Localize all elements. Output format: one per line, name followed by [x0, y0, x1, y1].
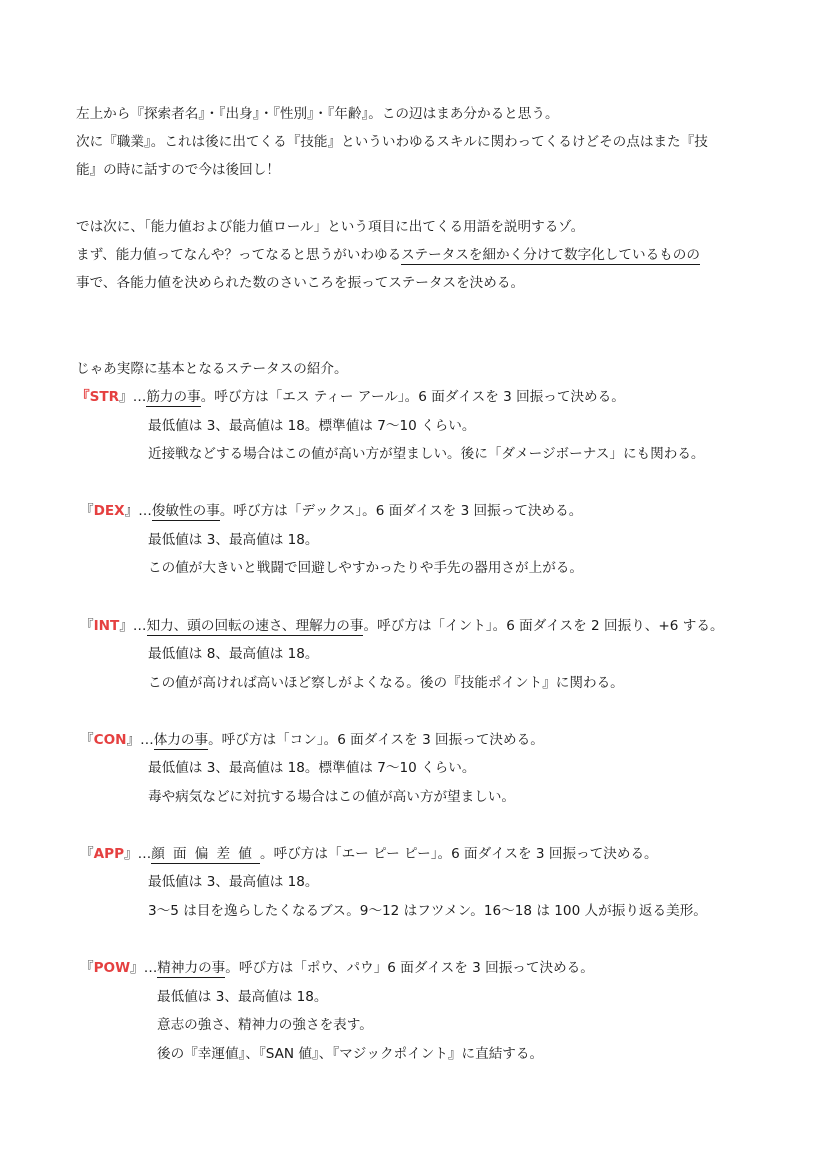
stat-bracket-open: 『 — [80, 846, 94, 862]
stat-app-meaning: 顔面偏差値 — [151, 846, 261, 862]
stat-dex-meaning: 俊敏性の事 — [151, 503, 220, 519]
explain-text: まず、能力値ってなんや？ってなると思うがいわゆる — [76, 247, 402, 263]
stat-tag-pow: POW — [93, 960, 131, 976]
stat-bracket-open: 『 — [80, 960, 94, 976]
stat-tag-dex: DEX — [93, 503, 125, 519]
stat-app-detail-1: 最低値は 3、最高値は 18。 — [148, 874, 319, 890]
stat-tag-int: INT — [93, 618, 120, 634]
explain-line-1: では次に、「能力値および能力値ロール」という項目に出てくる用語を説明するゾ。 — [76, 219, 585, 235]
stat-pow-detail-3: 後の『幸運値』、『SAN 値』、『マジックポイント』に直結する。 — [157, 1046, 544, 1062]
stat-bracket-open: 『 — [80, 503, 94, 519]
stat-app-description: 。呼び方は「エー ピー ピー」。6 面ダイスを 3 回振って決める。 — [260, 846, 658, 862]
stat-bracket-close: 』… — [130, 960, 158, 976]
stat-bracket-open: 『 — [80, 618, 94, 634]
underlined-phrase: ステータスを細かく分けて数字化しているものの — [401, 247, 700, 263]
intro-line-1: 左上から『探索者名』・『出身』・『性別』・『年齢』。この辺はまあ分かると思う。 — [76, 106, 559, 122]
explain-line-3: 事で、各能力値を決められた数のさいころを振ってステータスを決める。 — [76, 275, 525, 291]
stat-app-heading — [80, 844, 658, 864]
stat-con-meaning: 体力の事 — [153, 732, 209, 748]
stat-con-detail-2: 毒や病気などに対抗する場合はこの値が高い方が望ましい。 — [148, 789, 516, 805]
stat-int-detail-1: 最低値は 8、最高値は 18。 — [148, 646, 319, 662]
stat-int-detail-2: この値が高ければ高いほど察しがよくなる。後の『技能ポイント』に関わる。 — [148, 675, 624, 691]
stat-con-heading — [80, 730, 544, 750]
stat-dex-detail-1: 最低値は 3、最高値は 18。 — [148, 532, 319, 548]
stat-str-description: 。呼び方は「エス ティー アール」。6 面ダイスを 3 回振って決める。 — [200, 389, 625, 405]
stat-tag-str: STR — [89, 389, 120, 405]
stat-app-detail-2: 3〜5 は目を逸らしたくなるブス。9〜12 はフツメン。16〜18 は 100 人が振り返る美形。 — [148, 903, 707, 919]
stat-pow-detail-1: 最低値は 3、最高値は 18。 — [157, 989, 328, 1005]
stat-str-detail-1: 最低値は 3、最高値は 18。標準値は 7〜10 くらい。 — [148, 418, 476, 434]
intro-line-2: 次に『職業』。これは後に出てくる『技能』といういわゆるスキルに関わってくるけどその点はまた『技 — [76, 134, 708, 150]
intro-line-3: 能』の時に話すので今は後回し！ — [76, 162, 280, 178]
stat-int-meaning: 知力、頭の回転の速さ、理解力の事 — [146, 618, 364, 634]
stat-con-description: 。呼び方は「コン」。6 面ダイスを 3 回振って決める。 — [208, 732, 544, 748]
stat-dex-detail-2: この値が大きいと戦闘で回避しやすかったりや手先の器用さが上がる。 — [148, 560, 583, 576]
stat-str-heading — [76, 387, 625, 407]
stat-bracket-close: 』… — [119, 618, 147, 634]
stat-tag-con: CON — [93, 732, 127, 748]
stat-str-detail-2: 近接戦などする場合はこの値が高い方が望ましい。後に「ダメージボーナス」にも関わる。 — [148, 446, 705, 462]
stat-bracket-close: 』… — [124, 846, 152, 862]
stat-dex-heading — [80, 501, 582, 521]
explain-line-2 — [76, 245, 700, 265]
stat-pow-detail-2: 意志の強さ、精神力の強さを表す。 — [157, 1017, 373, 1033]
stat-str-meaning: 筋力の事 — [146, 389, 201, 405]
stat-dex-description: 。呼び方は「デックス」。6 面ダイスを 3 回振って決める。 — [219, 503, 583, 519]
stat-pow-meaning: 精神力の事 — [157, 960, 226, 976]
stat-pow-description: 。呼び方は「ポウ、パウ」6 面ダイスを 3 回振って決める。 — [225, 960, 594, 976]
stat-bracket-close: 』… — [119, 389, 147, 405]
stat-con-detail-1: 最低値は 3、最高値は 18。標準値は 7〜10 くらい。 — [148, 760, 476, 776]
stat-pow-heading — [80, 958, 594, 978]
stat-int-description: 。呼び方は「イント」。6 面ダイスを 2 回振り、+6 する。 — [363, 618, 724, 634]
stat-bracket-close: 』… — [126, 732, 154, 748]
stat-int-heading — [80, 616, 724, 636]
stat-tag-app: APP — [93, 846, 125, 862]
stats-intro: じゃあ実際に基本となるステータスの紹介。 — [76, 361, 348, 377]
stat-bracket-open: 『 — [76, 389, 90, 405]
stat-bracket-close: 』… — [124, 503, 152, 519]
stat-bracket-open: 『 — [80, 732, 94, 748]
